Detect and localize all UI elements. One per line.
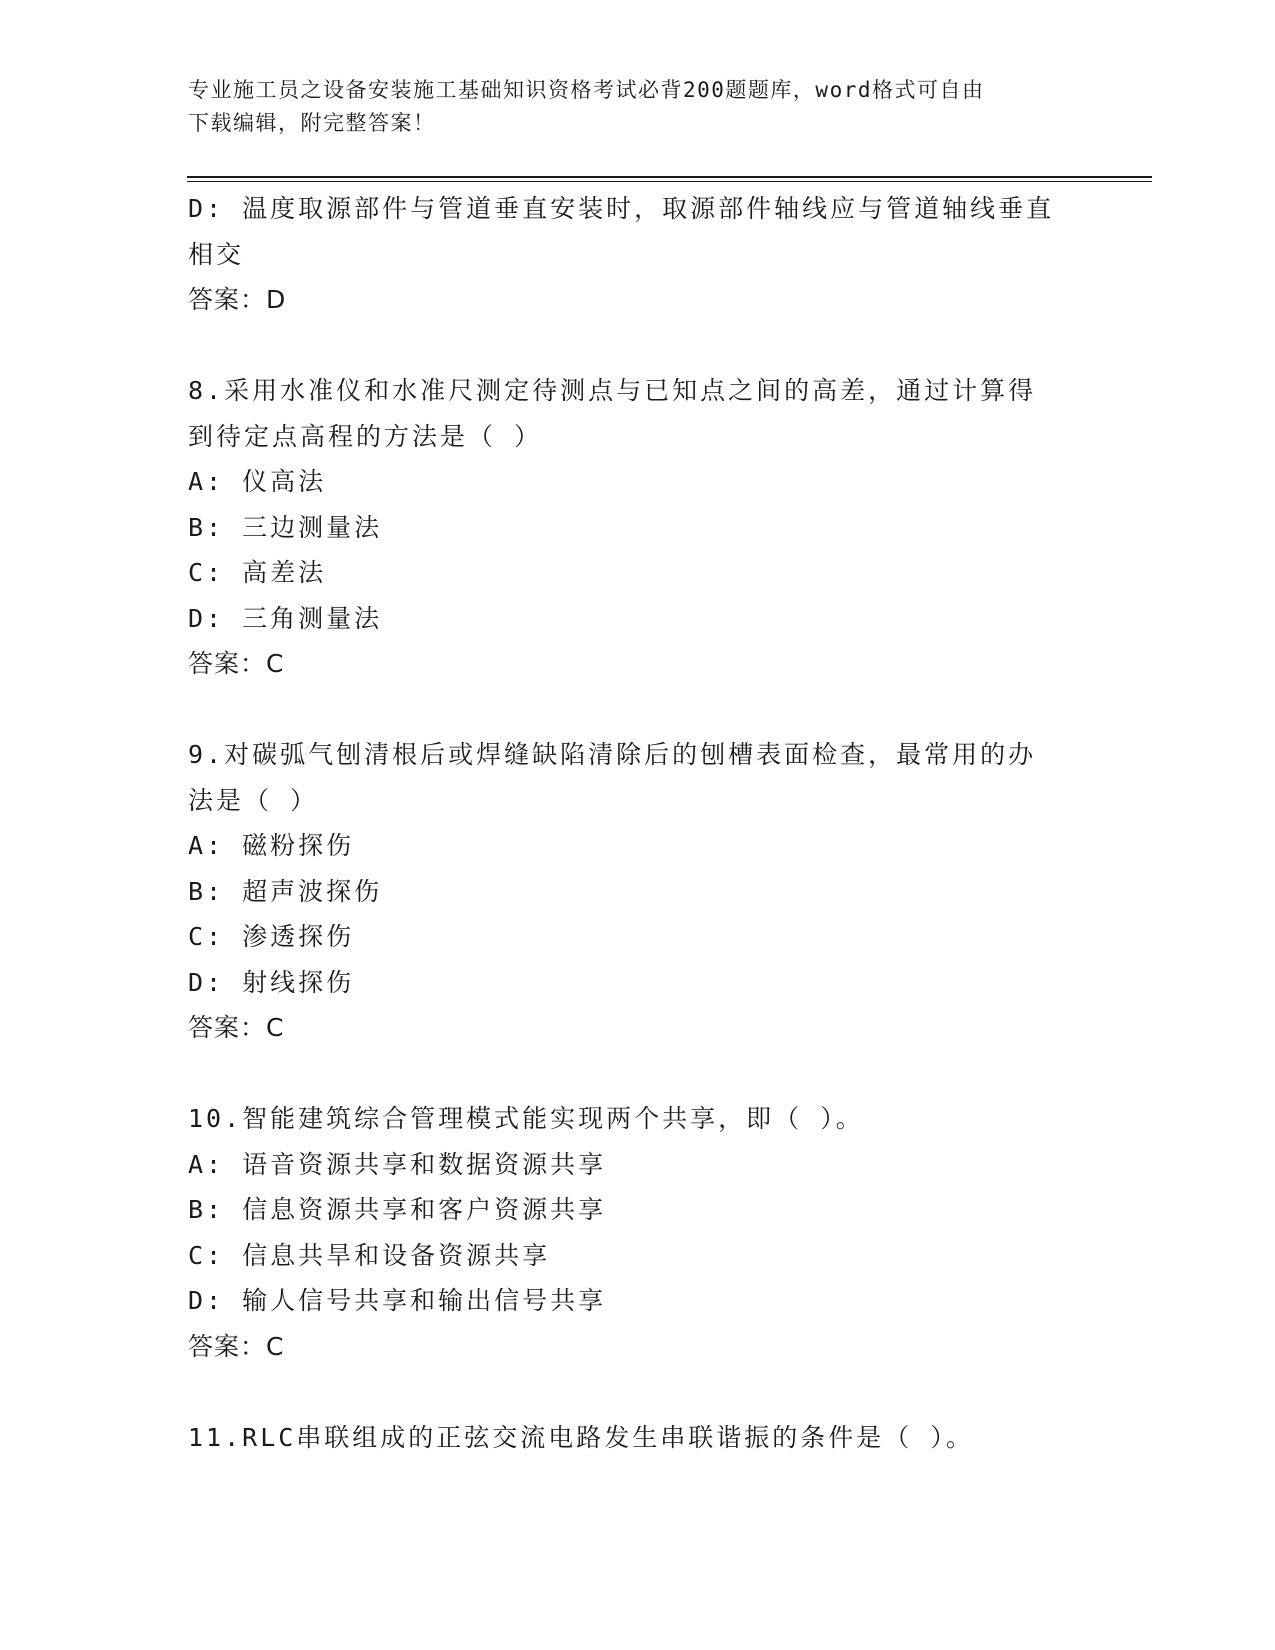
option-a: A: 仪高法 [188,467,327,496]
option-d: D: 三角测量法 [188,603,383,633]
option-c: C: 信息共旱和设备资源共享 [188,1240,551,1270]
question-stem: 8.采用水准仪和水准尺测定待测点与已知点之间的高差，通过计算得 [188,376,1037,405]
option-d: D: 射线探伤 [188,967,355,997]
answer: 答案：D [188,285,287,314]
question-8 [188,368,1088,687]
question-7-continued [188,186,1088,323]
question-stem: 10.智能建筑综合管理模式能实现两个共享，即（ ）。 [188,1104,864,1133]
option-b: B: 信息资源共享和客户资源共享 [188,1195,607,1224]
option-a: A: 磁粉探伤 [188,831,355,860]
option-a: A: 语音资源共享和数据资源共享 [188,1149,607,1179]
document-header [188,74,1068,140]
question-list [188,186,1088,1460]
spacer [188,687,1088,733]
answer: 答案：C [188,1013,285,1042]
header-divider-thin [187,181,1152,182]
question-9 [188,732,1088,1051]
question-stem-continued: 法是（ ） [188,785,319,815]
spacer [188,1369,1088,1415]
header-title-line-1: 专业施工员之设备安装施工基础知识资格考试必背200题题库，word格式可自由 [188,78,985,102]
answer: 答案：C [188,649,285,678]
question-11 [188,1415,1088,1461]
option-d: D: 温度取源部件与管道垂直安装时，取源部件轴线应与管道轴线垂直 [188,194,1055,223]
answer: 答案：C [188,1331,285,1361]
option-d: D: 输人信号共享和输出信号共享 [188,1286,607,1315]
option-d-continued: 相交 [188,239,245,269]
question-stem: 11.RLC串联组成的正弦交流电路发生串联谐振的条件是（ ）。 [188,1422,974,1452]
option-c: C: 渗透探伤 [188,922,355,951]
question-stem: 9.对碳弧气刨清根后或焊缝缺陷清除后的刨槽表面检查，最常用的办 [188,740,1037,769]
spacer [188,323,1088,369]
option-c: C: 高差法 [188,558,327,587]
option-b: B: 超声波探伤 [188,876,383,906]
header-divider-thick [187,176,1152,178]
question-stem-continued: 到待定点高程的方法是（ ） [188,421,543,451]
option-b: B: 三边测量法 [188,512,383,542]
question-10 [188,1096,1088,1369]
spacer [188,1051,1088,1097]
header-title-line-2: 下载编辑，附完整答案！ [188,111,436,135]
